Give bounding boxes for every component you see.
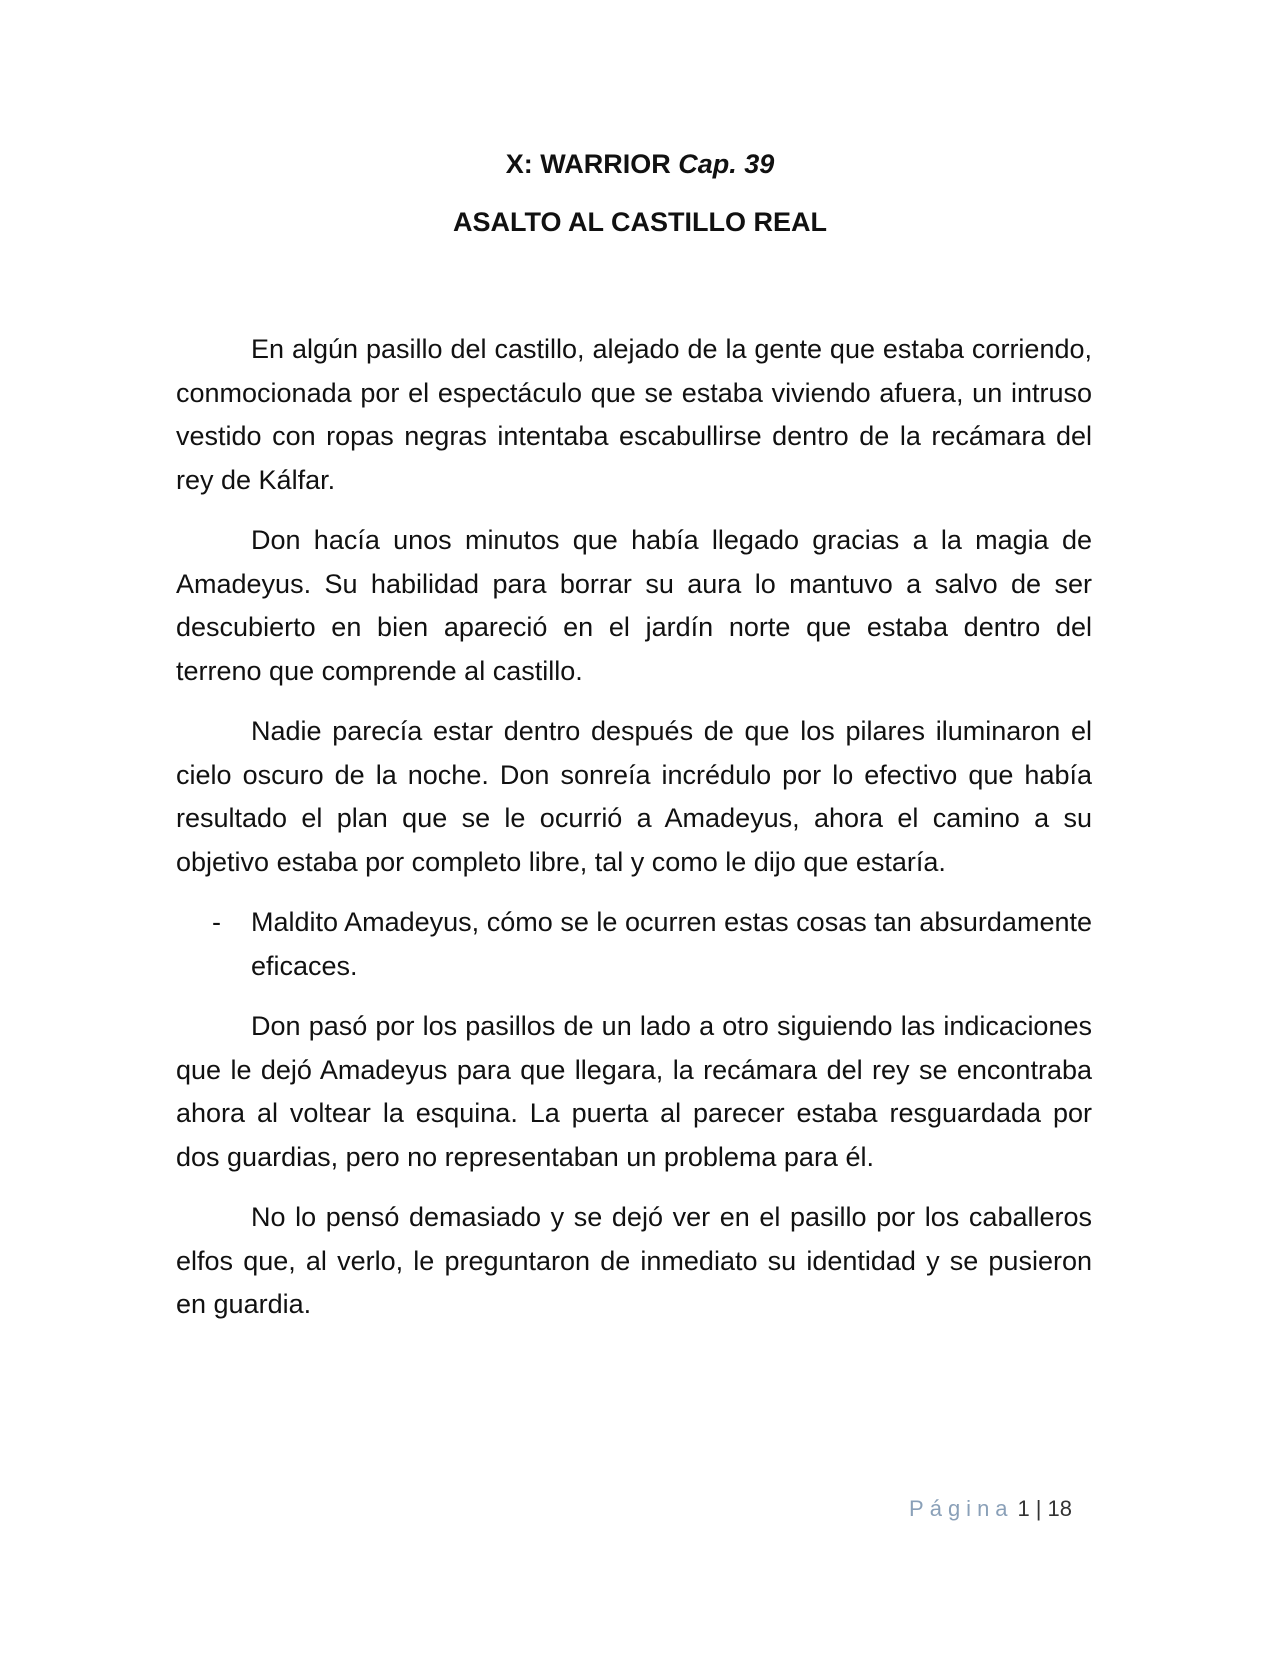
chapter-heading (0, 148, 1280, 238)
page-separator: | (1035, 1496, 1042, 1521)
dialogue-dash: - (212, 907, 221, 937)
paragraph: En algún pasillo del castillo, alejado de la gente que estaba corriendo, conmocionada por el espectáculo que se estaba viviendo afuera, un intruso vestido con ropas negras intentaba escabullirse dentro de la recámara del rey de Kálfar. (176, 334, 1092, 495)
dialogue-text: Maldito Amadeyus, cómo se le ocurren estas cosas tan absurdamente eficaces. (251, 907, 1092, 981)
chapter-body (176, 328, 1092, 1344)
chapter-subtitle: ASALTO AL CASTILLO REAL (453, 207, 827, 237)
page-label: Página (909, 1496, 1014, 1521)
chapter-number: Cap. 39 (678, 149, 775, 179)
series-title: X: WARRIOR (505, 149, 671, 179)
paragraph: No lo pensó demasiado y se dejó ver en el pasillo por los caballeros elfos que, al verlo, le preguntaron de inmediato su identidad y se pusieron en guardia. (176, 1202, 1092, 1319)
page-footer (0, 1496, 1072, 1522)
page-number: 1 (1017, 1496, 1030, 1521)
chapter-title (0, 148, 1280, 180)
paragraph: Don pasó por los pasillos de un lado a otro siguiendo las indicaciones que le dejó Amadeyus para que llegara, la recámara del rey se encontraba ahora al voltear la esquina. La puerta al parecer estaba resguardada por dos guardias, pero no representaban un problema para él. (176, 1011, 1092, 1172)
dialogue-line (176, 901, 1092, 988)
paragraph: Don hacía unos minutos que había llegado gracias a la magia de Amadeyus. Su habilidad para borrar su aura lo mantuvo a salvo de ser descubierto en bien apareció en el jardín norte que estaba dentro del terreno que comprende al castillo. (176, 525, 1092, 686)
page-total: 18 (1047, 1496, 1072, 1521)
paragraph: Nadie parecía estar dentro después de que los pilares iluminaron el cielo oscuro de la noche. Don sonreía incrédulo por lo efectivo que había resultado el plan que se le ocurrió a Amadeyus, ahora el camino a su objetivo estaba por completo libre, tal y como le dijo que estaría. (176, 716, 1092, 877)
